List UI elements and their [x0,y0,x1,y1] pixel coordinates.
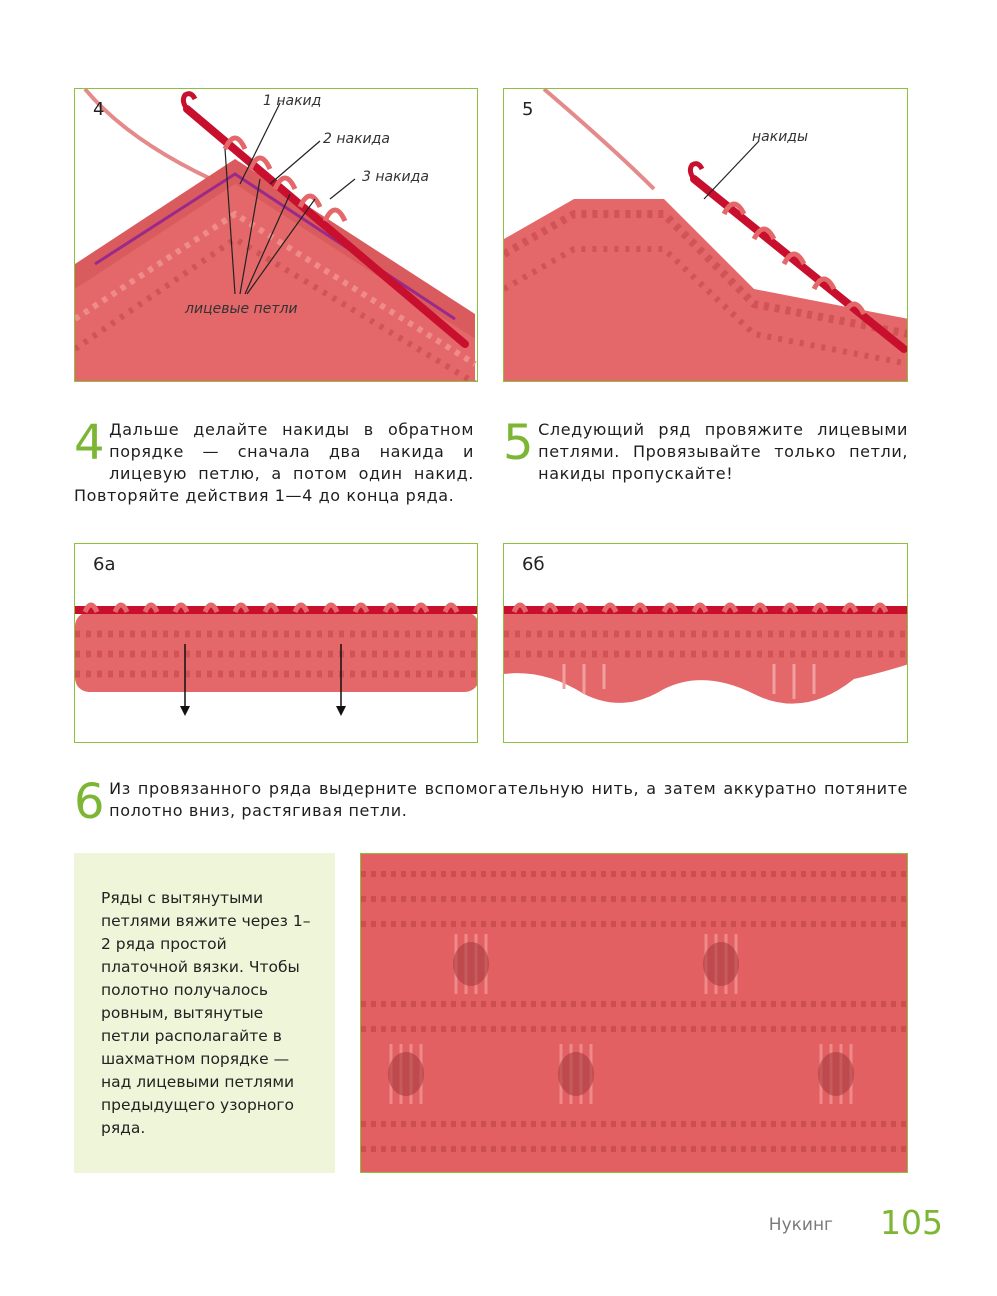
photo-label: 4 [93,99,105,120]
page-number: 105 [880,1203,943,1242]
step-5-text: Следующий ряд провяжите лицевыми петлями. Провязывайте только петли, накиды пропускайте! [538,420,908,483]
tip-box [74,853,335,1173]
photo-label: 6а [93,554,116,575]
step-4-instruction [74,415,474,507]
knitting-illustration-4 [75,89,478,382]
photo-label: 6б [522,554,545,575]
callout-three-yarnovers: 3 накида [362,169,429,185]
callout-yarnovers: накиды [752,129,809,145]
knitted-fabric-illustration [361,854,908,1173]
photo-step-4 [74,88,478,382]
tip-text: Ряды с вытянутыми петлями вяжите через 1–2 ряда простой платочной вязки. Чтобы полотно получалось ровным, вытянутые петли располагайте в шахматном порядке — над лицевыми петлями предыдущего узорного ряда. [101,889,311,1137]
step-number-6: 6 [74,774,106,830]
photo-label: 5 [522,99,534,120]
callout-knit-stitches: лицевые петли [185,301,298,317]
photo-step-6a [74,543,478,743]
step-5-instruction [503,415,908,485]
photo-finished-sample [360,853,908,1173]
callout-one-yarnover: 1 накид [263,93,322,109]
step-4-text: Дальше делайте накиды в обратном порядке — сначала два накида и лицевую петлю, а потом один накид. Повторяйте действия 1—4 до конца ряда. [74,420,474,505]
footer-section-title: Нукинг [768,1215,833,1235]
step-6-text: Из провязанного ряда выдерните вспомогательную нить, а затем аккуратно потяните полотно вниз, растягивая петли. [109,779,908,820]
step-6-instruction [74,774,908,830]
step-number-5: 5 [503,415,535,471]
callout-two-yarnovers: 2 накида [323,131,390,147]
knitting-illustration-6b [504,544,908,743]
step-number-4: 4 [74,415,106,471]
knitting-illustration-6a [75,544,478,743]
photo-step-6b [503,543,908,743]
photo-step-5 [503,88,908,382]
knitting-illustration-5 [504,89,908,382]
